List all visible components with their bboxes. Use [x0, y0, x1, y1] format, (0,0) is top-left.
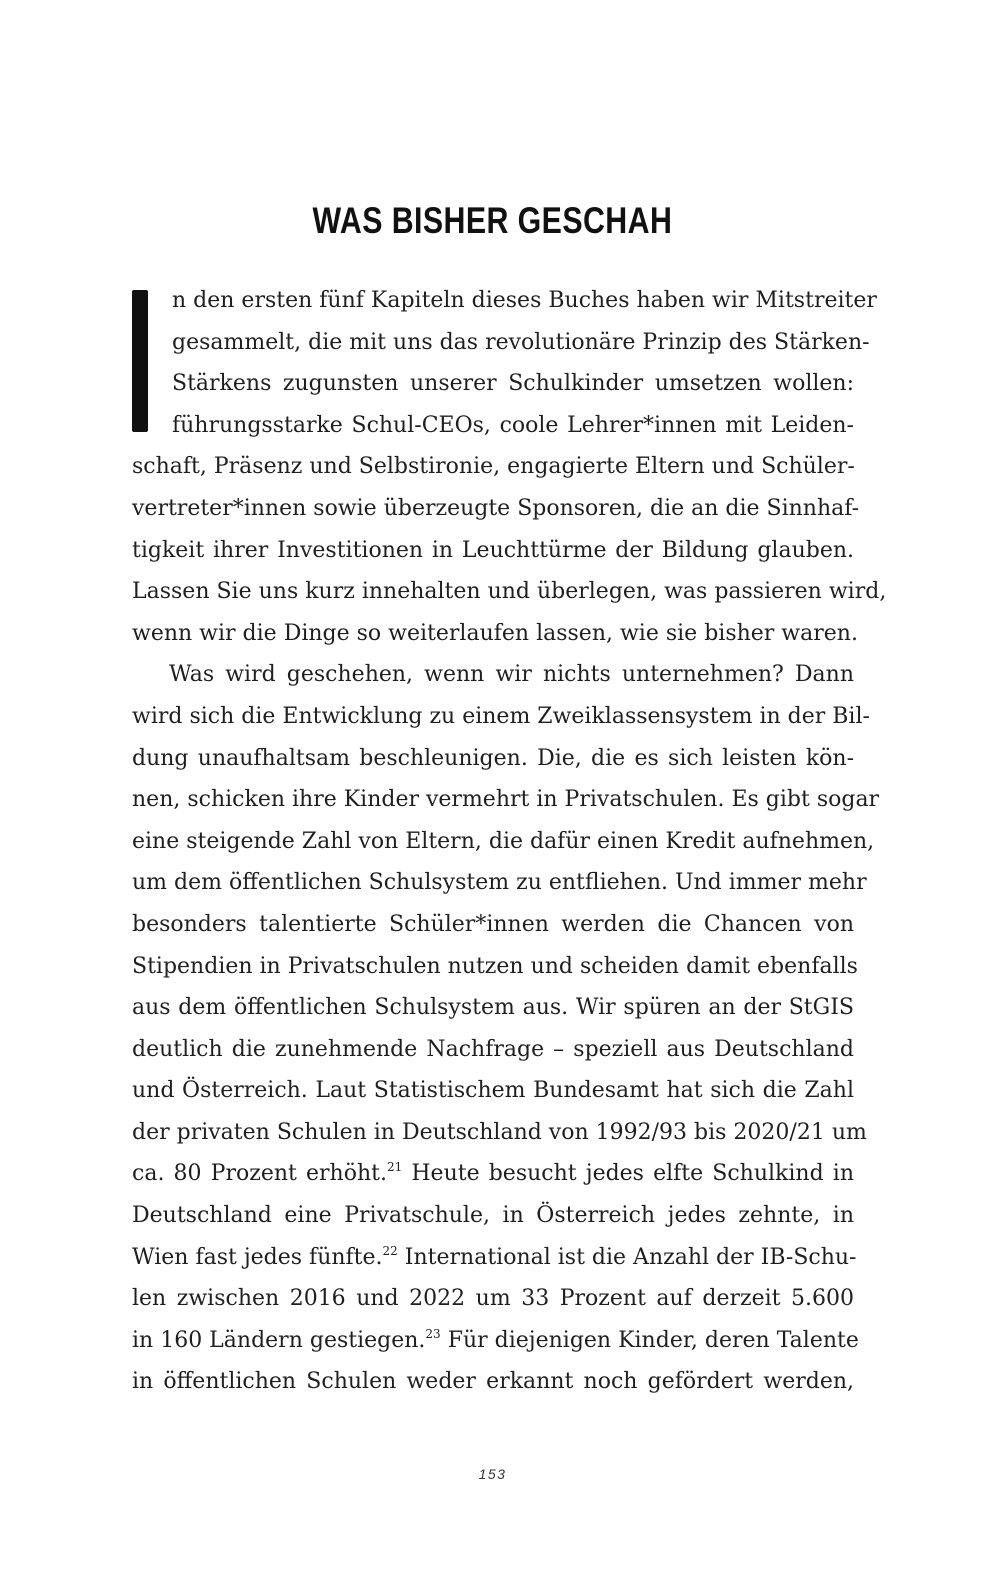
text-line: wenn wir die Dinge so weiterlaufen lassen, wie sie bisher waren.	[132, 620, 858, 646]
text-line: Stipendien in Privatschulen nutzen und scheiden damit ebenfalls	[132, 953, 858, 979]
text-line: gesammelt, die mit uns das revolutionäre Prinzip des Stärken-	[172, 329, 870, 355]
text-line: dung unaufhaltsam beschleunigen. Die, die es sich leisten kön-	[132, 745, 854, 771]
text-line: schaft, Präsenz und Selbstironie, engagierte Eltern und Schüler-	[132, 454, 855, 480]
text-line: in 160 Ländern gestiegen.$^{23}$ Für diejenigen Kinder, deren Talente	[132, 1326, 859, 1353]
chapter-title: WAS BISHER GESCHAH	[312, 200, 673, 241]
text-line: Was wird geschehen, wenn wir nichts unternehmen? Dann	[169, 662, 854, 688]
text-line: Wien fast jedes fünfte.$^{22}$ International ist die Anzahl der IB-Schu-	[132, 1243, 857, 1270]
text-line: und Österreich. Laut Statistischem Bundesamt hat sich die Zahl	[132, 1078, 854, 1104]
text-line: führungsstarke Schul-CEOs, coole Lehrer*innen mit Leiden-	[172, 412, 854, 438]
text-line: Deutschland eine Privatschule, in Österreich jedes zehnte, in	[132, 1203, 854, 1229]
text-line: nen, schicken ihre Kinder vermehrt in Privatschulen. Es gibt sogar	[132, 787, 880, 813]
text-line: besonders talentierte Schüler*innen werden die Chancen von	[132, 911, 854, 937]
text-line: in öffentlichen Schulen weder erkannt noch gefördert werden,	[132, 1369, 854, 1395]
footnote-marker: 23	[425, 1326, 441, 1341]
text-line: Lassen Sie uns kurz innehalten und überlegen, was passieren wird,	[132, 579, 887, 605]
text-line: n den ersten fünf Kapiteln dieses Buches haben wir Mitstreiter	[172, 288, 877, 313]
text-line: aus dem öffentlichen Schulsystem aus. Wir spüren an der StGIS	[132, 995, 854, 1021]
text-line: wird sich die Entwicklung zu einem Zweiklassensystem in der Bil-	[132, 703, 870, 729]
footnote-marker: 22	[382, 1243, 398, 1258]
text-line: eine steigende Zahl von Eltern, die dafür einen Kredit aufnehmen,	[132, 828, 875, 854]
text-line: ca. 80 Prozent erhöht.$^{21}$ Heute besucht jedes elfte Schulkind in	[132, 1160, 855, 1187]
text-line: len zwischen 2016 und 2022 um 33 Prozent auf derzeit 5.600	[132, 1286, 854, 1312]
page-number: 153	[478, 1466, 507, 1482]
text-line: Stärkens zugunsten unserer Schulkinder umsetzen wollen:	[172, 371, 854, 397]
body-text	[132, 280, 887, 1403]
footnote-marker: 21	[386, 1160, 403, 1175]
text-line: tigkeit ihrer Investitionen in Leuchttürme der Bildung glauben.	[132, 537, 854, 563]
text-line: der privaten Schulen in Deutschland von 1992/93 bis 2020/21 um	[132, 1119, 867, 1145]
text-line: um dem öffentlichen Schulsystem zu entfliehen. Und immer mehr	[132, 870, 867, 896]
text-line: deutlich die zunehmende Nachfrage – speziell aus Deutschland	[132, 1036, 854, 1062]
text-line: vertreter*innen sowie überzeugte Sponsoren, die an die Sinnhaf-	[132, 495, 860, 521]
